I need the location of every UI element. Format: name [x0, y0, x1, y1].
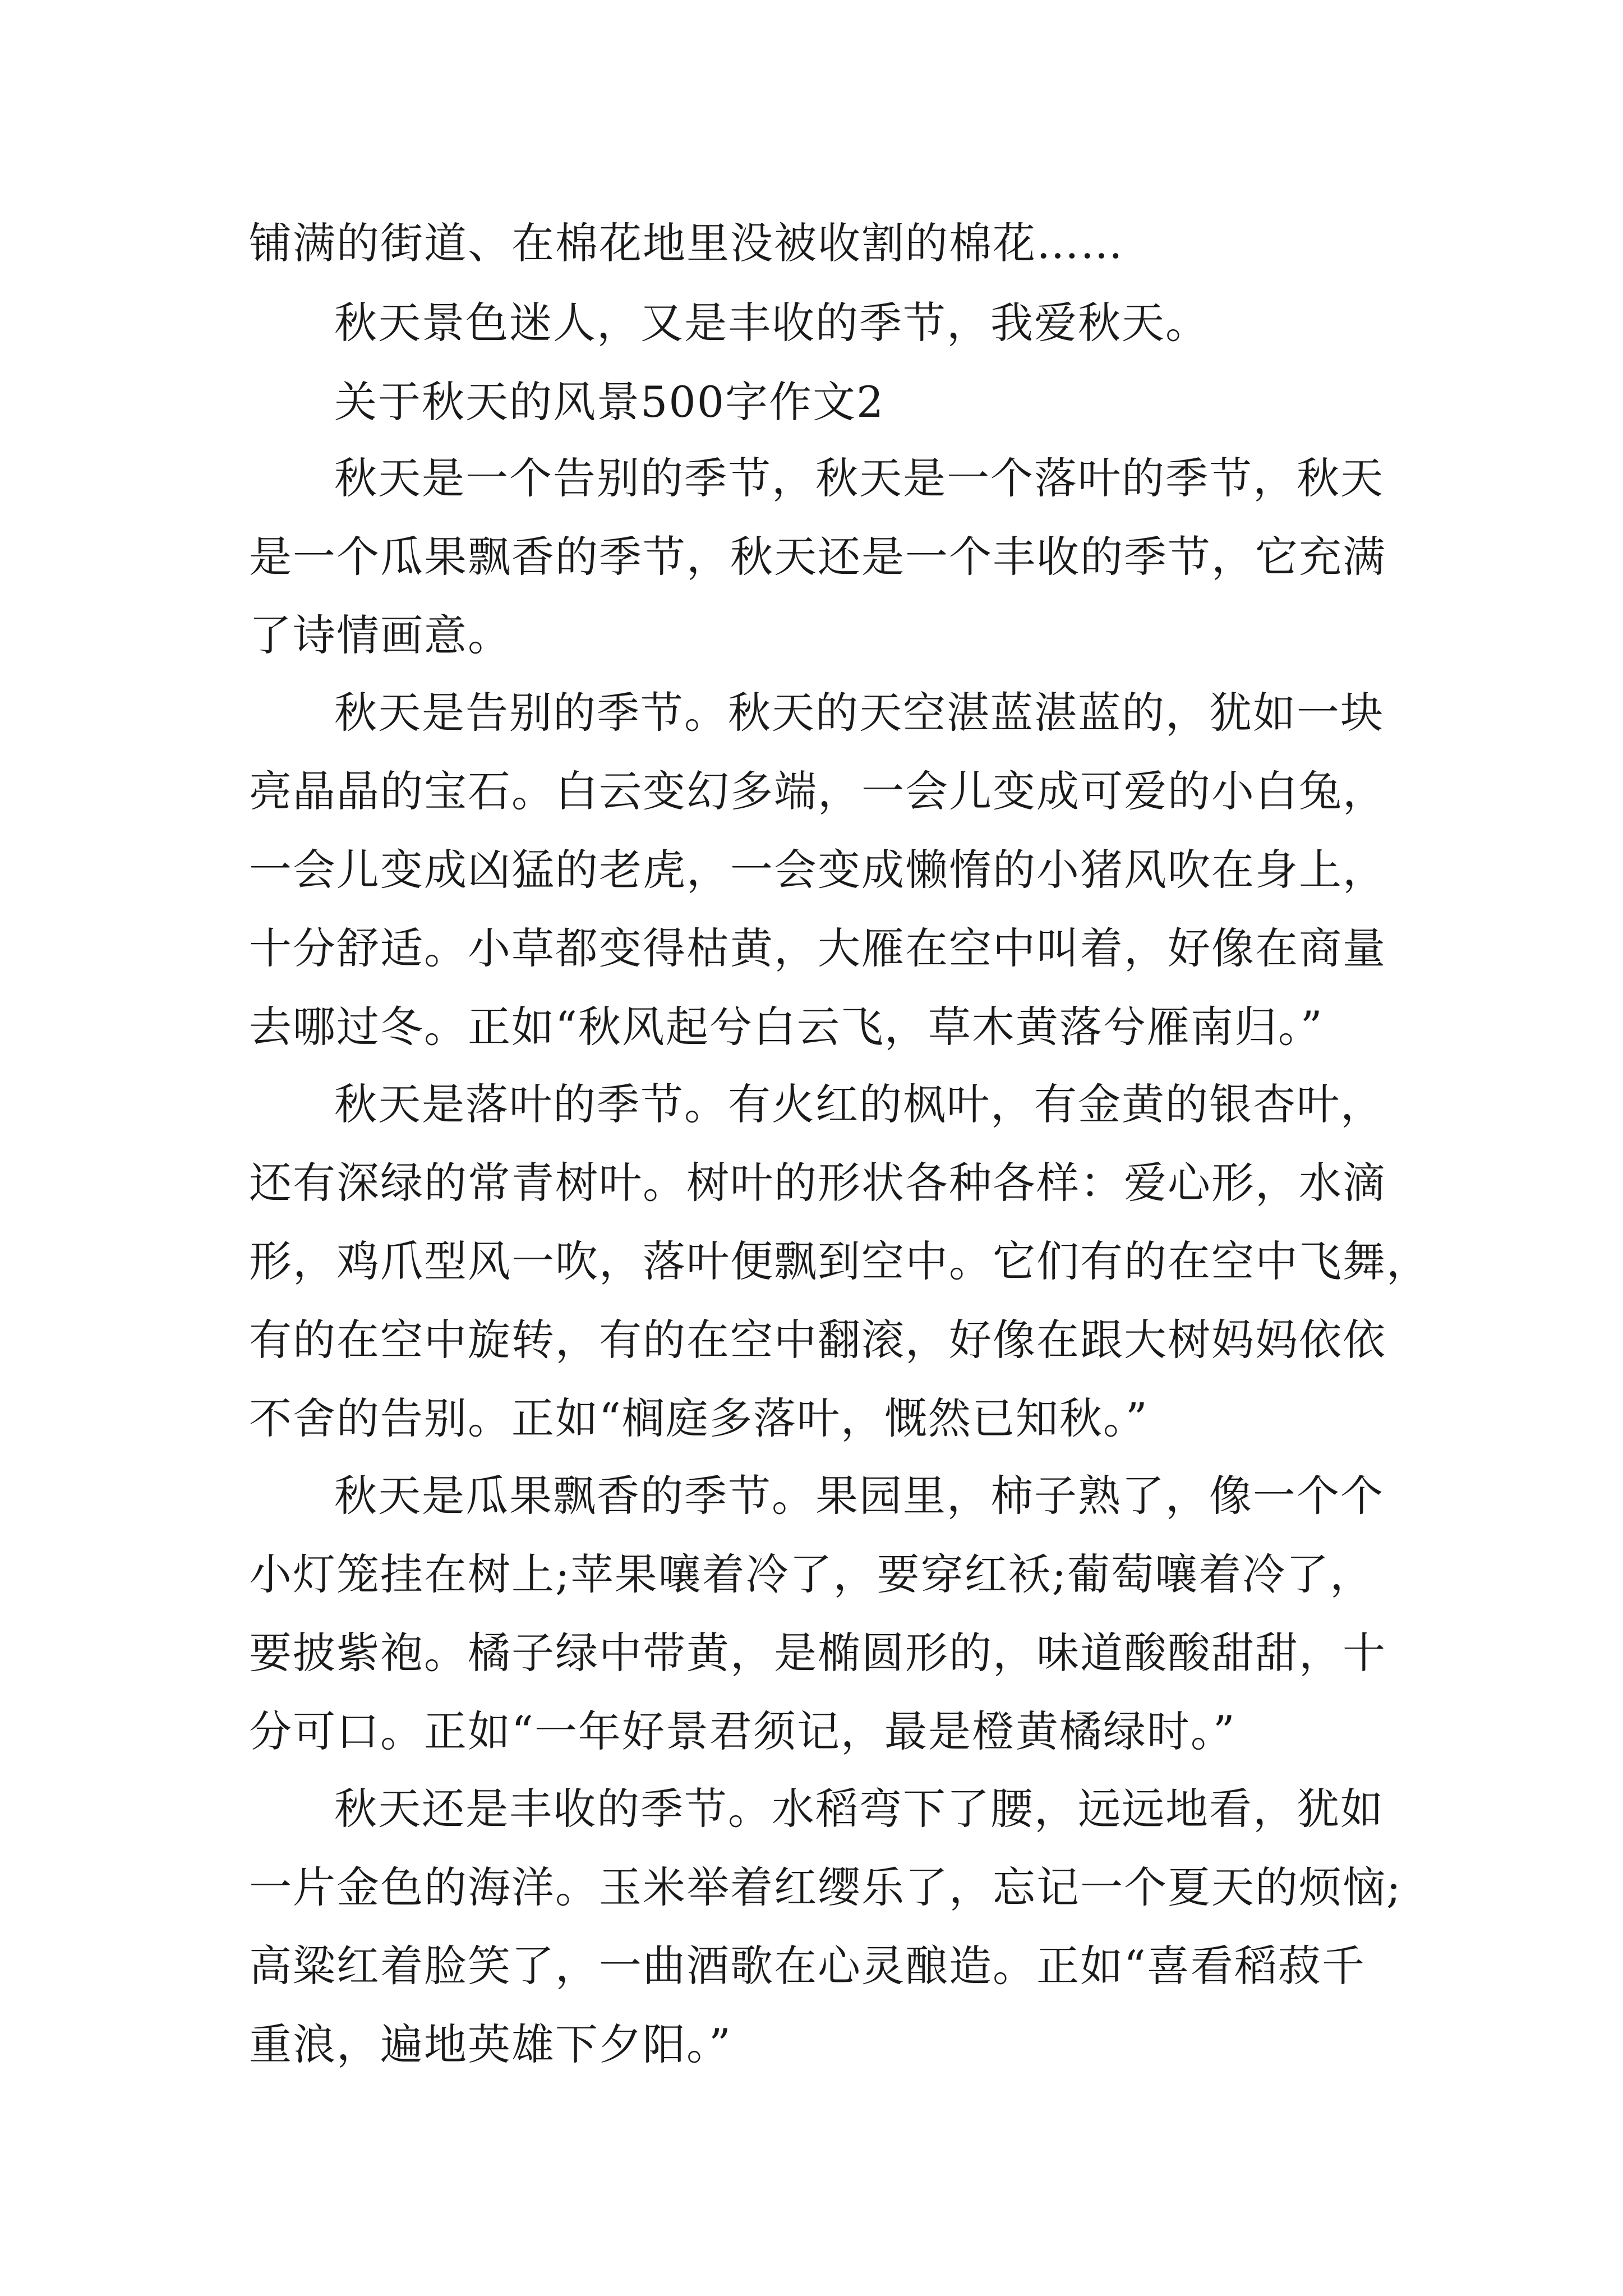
text-line: 形，鸡爪型风一吹，落叶便飘到空中。它们有的在空中飞舞， — [249, 1236, 1430, 1286]
section-heading: 关于秋天的风景500字作文2 — [334, 377, 885, 427]
text-line: 秋天是瓜果飘香的季节。果园里，柿子熟了，像一个个 — [334, 1471, 1384, 1521]
text-line: 一会儿变成凶猛的老虎，一会变成懒惰的小猪风吹在身上， — [249, 845, 1386, 895]
text-line: 十分舒适。小草都变得枯黄，大雁在空中叫着，好像在商量 — [249, 923, 1386, 973]
text-line: 亮晶晶的宝石。白云变幻多端，一会儿变成可爱的小白兔， — [249, 766, 1386, 816]
text-line: 分可口。正如“一年好景君须记，最是橙黄橘绿时。” — [249, 1706, 1236, 1756]
text-line: 秋天景色迷人，又是丰收的季节，我爱秋天。 — [334, 298, 1209, 348]
text-line: 是一个瓜果飘香的季节，秋天还是一个丰收的季节，它充满 — [249, 532, 1386, 582]
text-line: 有的在空中旋转，有的在空中翻滚，好像在跟大树妈妈依依 — [249, 1315, 1386, 1365]
text-line: 铺满的街道、在棉花地里没被收割的棉花…… — [249, 218, 1124, 268]
text-line: 高粱红着脸笑了，一曲酒歌在心灵酿造。正如“喜看稻菽千 — [249, 1941, 1366, 1991]
text-line: 秋天是一个告别的季节，秋天是一个落叶的季节，秋天 — [334, 453, 1384, 503]
text-line: 秋天是告别的季节。秋天的天空湛蓝湛蓝的，犹如一块 — [334, 688, 1384, 738]
text-line: 秋天还是丰收的季节。水稻弯下了腰，远远地看，犹如 — [334, 1784, 1384, 1834]
text-line: 秋天是落叶的季节。有火红的枫叶，有金黄的银杏叶， — [334, 1079, 1384, 1129]
text-line: 去哪过冬。正如“秋风起兮白云飞，草木黄落兮雁南归。” — [249, 1002, 1324, 1052]
text-line: 还有深绿的常青树叶。树叶的形状各种各样：爱心形，水滴 — [249, 1158, 1386, 1208]
text-line: 要披紫袍。橘子绿中带黄，是椭圆形的，味道酸酸甜甜，十 — [249, 1628, 1386, 1678]
text-line: 了诗情画意。 — [249, 610, 511, 660]
text-line: 重浪，遍地英雄下夕阳。” — [249, 2019, 732, 2069]
text-line: 不舍的告别。正如“榈庭多落叶，慨然已知秋。” — [249, 1393, 1149, 1443]
text-line: 小灯笼挂在树上;苹果嚷着冷了，要穿红袄;葡萄嚷着冷了， — [249, 1549, 1374, 1599]
text-line: 一片金色的海洋。玉米举着红缨乐了，忘记一个夏天的烦恼; — [249, 1862, 1402, 1912]
